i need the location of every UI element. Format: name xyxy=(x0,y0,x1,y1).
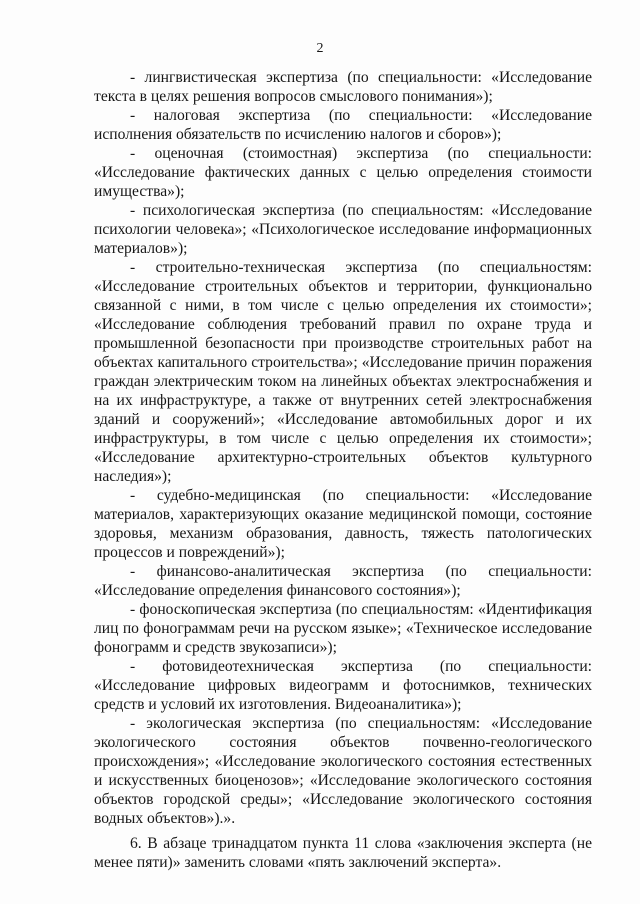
paragraph-photo-video-technical-expertise: - фотовидеотехническая экспертиза (по специальности: «Исследование цифровых видеограмм и фотоснимков, технических средств и условий их изготовления. Видеоаналитика»); xyxy=(94,658,592,713)
paragraph-construction-technical-expertise: - строительно-техническая экспертиза (по специальностям: «Исследование строительных объектов и территории, функционально связанной с ними, в том числе с целью определения их стоимости»; «Исследование соблюдения требований правил по охране труда и промышленной безопасности при производстве строительных работ на объектах капитального строительства»; «Исследование причин поражения граждан электрическим током на линейных объектах электроснабжения и на их инфраструктуре, а также от внутренних сетей электроснабжения зданий и сооружений»; «Исследование автомобильных дорог и их инфраструктуры, в том числе с целью определения их стоимости»; «Исследование архитектурно-строительных объектов культурного наследия»); xyxy=(94,259,592,485)
page-number: 2 xyxy=(316,41,324,56)
paragraph-tax-expertise: - налоговая экспертиза (по специальности: «Исследование исполнения обязательств по исчислению налогов и сборов»); xyxy=(94,107,592,143)
paragraph-financial-analytical-expertise: - финансово-аналитическая экспертиза (по специальности: «Исследование определения финансового состояния»); xyxy=(94,563,592,599)
paragraph-linguistic-expertise: - лингвистическая экспертиза (по специальности: «Исследование текста в целях решения вопросов смыслового понимания»); xyxy=(94,69,592,105)
paragraph-forensic-medical-expertise: - судебно-медицинская (по специальности: «Исследование материалов, характеризующих оказание медицинской помощи, состояние здоровья, механизм образования, давность, тяжесть патологических процессов и повреждений»); xyxy=(94,487,592,561)
paragraph-valuation-expertise: - оценочная (стоимостная) экспертиза (по специальности: «Исследование фактических данных с целью определения стоимости имущества»); xyxy=(94,145,592,200)
paragraph-psychological-expertise: - психологическая экспертиза (по специальностям: «Исследование психологии человека»; «Психологическое исследование информационных материалов»); xyxy=(94,202,592,257)
paragraph-ecological-expertise: - экологическая экспертиза (по специальностям: «Исследование экологического состояния объектов почвенно-геологического происхождения»; «Исследование экологического состояния естественных и искусственных биоценозов»; «Исследование экологического состояния объектов городской среды»; «Исследование экологического состояния водных объектов»).». xyxy=(94,715,592,827)
paragraph-amendment-item-6: 6. В абзаце тринадцатом пункта 11 слова «заключения эксперта (не менее пяти)» заменить словами «пять заключений эксперта». xyxy=(94,835,592,871)
paragraph-phonoscopic-expertise: - фоноскопическая экспертиза (по специальностям: «Идентификация лиц по фонограммам речи на русском языке»; «Техническое исследование фонограмм и средств звукозаписи»); xyxy=(94,601,592,656)
document-body xyxy=(94,68,592,872)
